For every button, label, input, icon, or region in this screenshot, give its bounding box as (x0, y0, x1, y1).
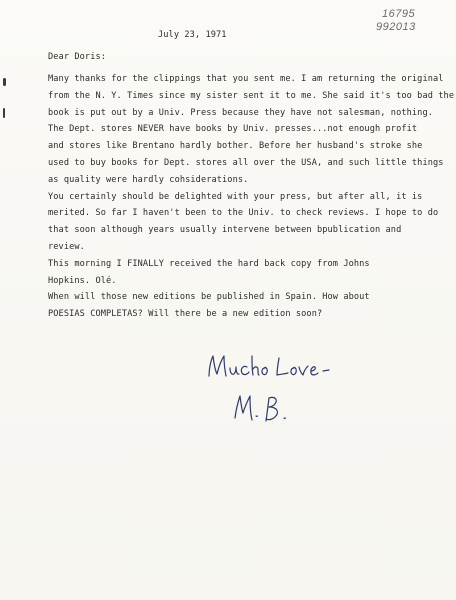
punch-mark (3, 108, 5, 118)
signature-drawing (195, 350, 355, 430)
text-line: from the N. Y. Times since my sister sent it to me. She said it's too bad the (48, 90, 455, 101)
text-line: used to buy books for Dept. stores all over the USA, and such little things (48, 157, 444, 168)
text-line: Hopkins. Olé. (48, 275, 117, 286)
text-line: You certainly should be delighted with your press, but after all, it is (48, 191, 423, 202)
punch-mark (3, 78, 6, 86)
text-line: and stores like Brentano hardly bother. Before her husband's stroke she (48, 141, 423, 152)
text-line: POESIAS COMPLETAS? Will there be a new edition soon? (48, 309, 323, 320)
text-line: review. (48, 241, 85, 252)
text-line: merited. So far I haven't been to the Univ. to check reviews. I hope to do (48, 208, 439, 219)
text-line: as quality were hardly cohsiderations. (48, 174, 249, 185)
handwritten-signature (195, 350, 355, 430)
archive-number-top: 16795 (382, 8, 416, 20)
archive-number (376, 8, 434, 36)
letter-text (48, 71, 454, 323)
letter-date: July 23, 1971 (158, 30, 227, 40)
text-line: book is put out by a Univ. Press because they have not salesman, nothing. (48, 107, 433, 118)
text-line: Many thanks for the clippings that you sent me. I am returning the original (48, 74, 444, 84)
archive-number-bottom: 992013 (376, 21, 416, 33)
salutation: Dear Doris: (48, 52, 107, 62)
text-line: When will those new editions be published in Spain. How about (48, 292, 370, 303)
text-line: The Dept. stores NEVER have books by Univ. presses...not enough profit (48, 124, 418, 135)
text-line: that soon although years usually intervene between bpublication and (48, 225, 402, 236)
text-line: This morning I FINALLY received the hard back copy from Johns (48, 258, 370, 269)
